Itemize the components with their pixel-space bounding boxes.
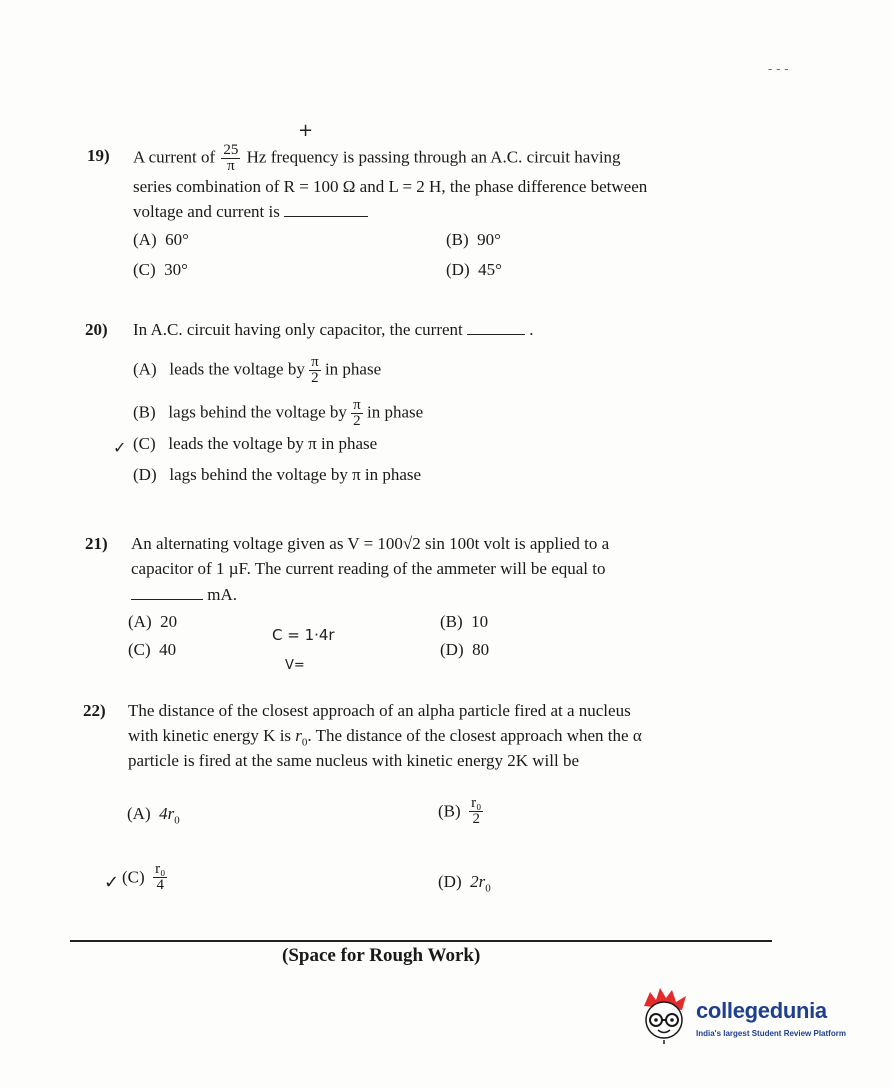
handwritten-tick-icon: ✓ bbox=[104, 872, 120, 893]
question-text-line: voltage and current is bbox=[133, 199, 368, 224]
question-text-line: capacitor of 1 µF. The current reading of the ammeter will be equal to bbox=[131, 559, 606, 578]
option-a: (A) $4r_0$ bbox=[127, 804, 180, 827]
option-a: (A) leads the voltage by $\frac{\pi}{2}$ in phase bbox=[133, 354, 382, 386]
option-d: (D) lags behind the voltage by π in phase bbox=[133, 465, 422, 484]
option-c: (C) $\frac{\text{r₀}}{4}$ bbox=[122, 861, 166, 893]
option-c: (C) 30° bbox=[133, 260, 188, 279]
handwritten-note: V= bbox=[285, 658, 305, 673]
option-d: (D) 45° bbox=[446, 260, 502, 279]
logo-tagline: India's largest Student Review Platform bbox=[696, 1029, 846, 1038]
answer-blank bbox=[467, 334, 525, 335]
option-b: (B) lags behind the voltage by $\frac{\pi}{2}$ in phase bbox=[133, 397, 424, 429]
fraction: $\frac{\pi}{2}$ bbox=[311, 354, 319, 386]
rough-work-note: (Space for Rough Work) bbox=[282, 945, 481, 966]
question-text-line: A current of $\frac{25}{\pi}$ Hz frequency is passing through an A.C. circuit having bbox=[133, 142, 621, 174]
question-text-line: In A.C. circuit having only capacitor, the current . bbox=[133, 320, 534, 339]
fraction: $\frac{\pi}{2}$ bbox=[353, 397, 361, 429]
footer-divider bbox=[70, 940, 772, 942]
question-text-line: particle is fired at the same nucleus with kinetic energy 2K will be bbox=[128, 751, 579, 770]
handwritten-note: C = 1·4r bbox=[272, 626, 335, 644]
option-c: (C) 40 bbox=[128, 640, 177, 659]
handwritten-plus-mark: + bbox=[298, 120, 314, 141]
option-d: (D) $2r_0$ bbox=[438, 872, 491, 895]
question-text-line: series combination of R = 100 Ω and L = 2 H, the phase difference between bbox=[133, 177, 648, 196]
question-number: 21) bbox=[85, 534, 108, 553]
option-b: (B) 10 bbox=[440, 612, 489, 631]
option-a: (A) 20 bbox=[128, 612, 178, 631]
mascot-icon bbox=[636, 984, 696, 1046]
corner-mark: - - - bbox=[768, 62, 789, 76]
answer-blank bbox=[131, 599, 203, 600]
collegedunia-logo bbox=[636, 984, 866, 1054]
option-c: (C) leads the voltage by π in phase bbox=[133, 434, 378, 453]
question-number: 19) bbox=[87, 146, 110, 165]
answer-blank bbox=[284, 216, 368, 217]
question-text-line: An alternating voltage given as V = 100√2 sin 100t volt is applied to a bbox=[131, 534, 610, 553]
option-b: (B) 90° bbox=[446, 230, 501, 249]
handwritten-tick-icon: ✓ bbox=[113, 438, 127, 457]
question-text-line: with kinetic energy K is $r_0$. The distance of the closest approach when the α bbox=[128, 726, 642, 749]
question-text-line: mA. bbox=[131, 582, 237, 607]
option-d: (D) 80 bbox=[440, 640, 490, 659]
question-text-line: The distance of the closest approach of an alpha particle fired at a nucleus bbox=[128, 701, 631, 720]
option-a: (A) 60° bbox=[133, 230, 189, 249]
fraction: $\frac{\text{r₀}}{2}$ bbox=[471, 795, 482, 827]
logo-name: collegedunia bbox=[696, 998, 827, 1023]
question-number: 22) bbox=[83, 701, 106, 720]
fraction: $\frac{\text{r₀}}{4}$ bbox=[155, 861, 166, 893]
option-b: (B) $\frac{\text{r₀}}{2}$ bbox=[438, 795, 482, 827]
question-number: 20) bbox=[85, 320, 108, 339]
frequency-fraction: $\frac{25}{\pi}$ bbox=[223, 142, 239, 174]
